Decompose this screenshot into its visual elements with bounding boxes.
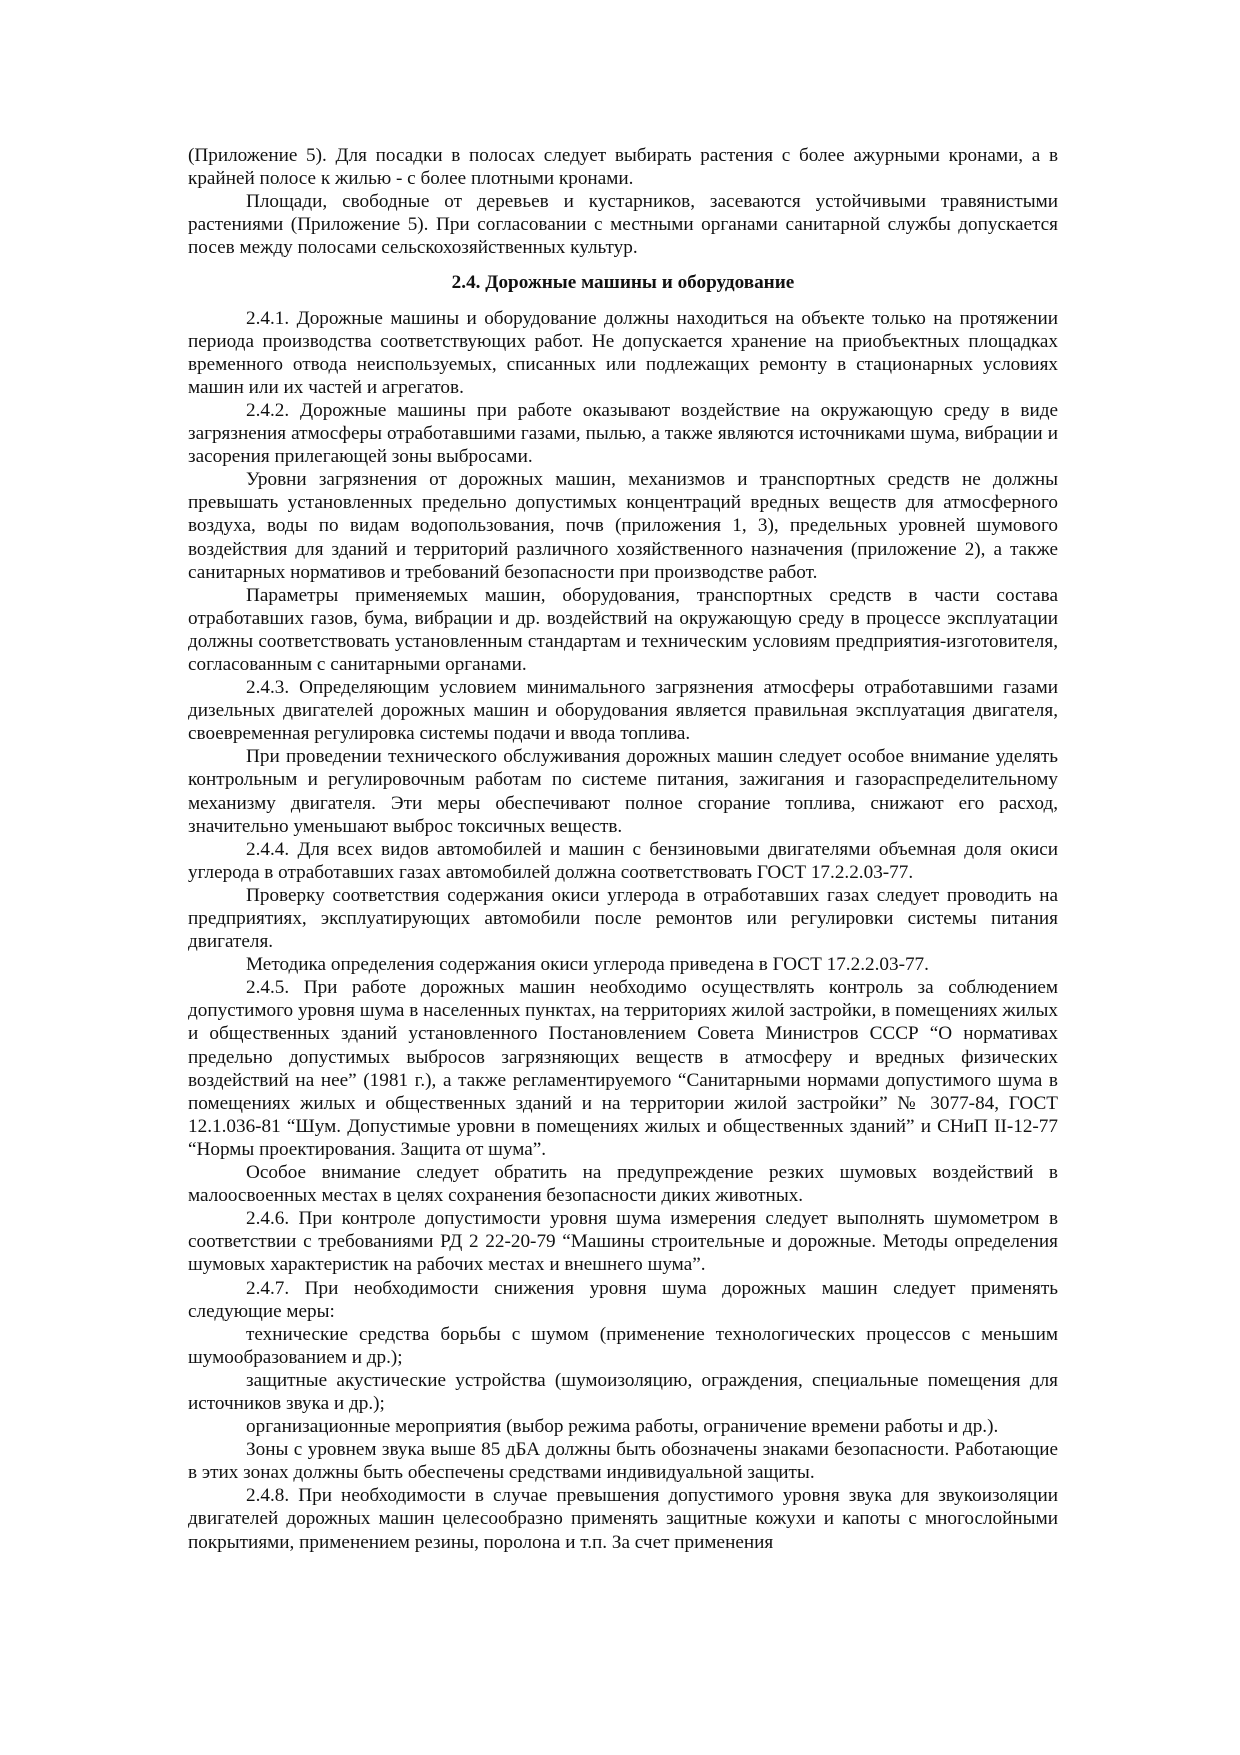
paragraph: 2.4.7. При необходимости снижения уровня шума дорожных машин следует применять следующие меры:: [188, 1277, 1058, 1322]
document-page: [188, 144, 1058, 1554]
paragraph: организационные мероприятия (выбор режима работы, ограничение времени работы и др.).: [246, 1416, 999, 1438]
paragraph: 2.4.2. Дорожные машины при работе оказывают воздействие на окружающую среду в виде загрязнения атмосферы отработавшими газами, пылью, а также являются источниками шума, вибрации и засорения прилегающей зоны выбросами.: [188, 399, 1058, 468]
paragraph: защитные акустические устройства (шумоизоляцию, ограждения, специальные помещения для источников звука и др.);: [188, 1369, 1058, 1414]
paragraph: При проведении технического обслуживания дорожных машин следует особое внимание уделять контрольным и регулировочным работам по системе питания, зажигания и газораспределительному механизму двигателя. Эти меры обеспечивают полное сгорание топлива, снижают его расход, значительно уменьшают выброс токсичных веществ.: [188, 746, 1058, 837]
paragraph: 2.4.5. При работе дорожных машин необходимо осуществлять контроль за соблюдением допустимого уровня шума в населенных пунктах, на территориях жилой застройки, в помещениях жилых и общественных зданий установленного Постановлением Совета Министров СССР “О нормативах предельно допустимых выбросов загрязняющих веществ в атмосферу и вредных физических воздействий на нее” (1981 г.), а также регламентируемого “Санитарными нормами допустимого шума в помещениях жилых и общественных зданий и на территории жилой застройки” № 3077-84, ГОСТ 12.1.036-81 “Шум. Допустимые уровни в помещениях жилых и общественных зданий” и СНиП II-12-77 “Нормы проектирования. Защита от шума”.: [188, 977, 1058, 1160]
paragraph: 2.4.8. При необходимости в случае превышения допустимого уровня звука для звукоизоляции двигателей дорожных машин целесообразно применять защитные кожухи и капоты с многослойными покрытиями, применением резины, поролона и т.п. За счет применения: [188, 1485, 1058, 1553]
paragraph: 2.4.6. При контроле допустимости уровня шума измерения следует выполнять шумометром в соответствии с требованиями РД 2 22-20-79 “Машины строительные и дорожные. Методы определения шумовых характеристик на рабочих местах и внешнего шума”.: [188, 1208, 1058, 1276]
paragraph: Особое внимание следует обратить на предупреждение резких шумовых воздействий в малоосвоенных местах в целях сохранения безопасности диких животных.: [188, 1162, 1058, 1207]
paragraph: Зоны с уровнем звука выше 85 дБА должны быть обозначены знаками безопасности. Работающие в этих зонах должны быть обеспечены средствами индивидуальной защиты.: [188, 1439, 1058, 1484]
paragraph: Методика определения содержания окиси углерода приведена в ГОСТ 17.2.2.03-77.: [246, 954, 929, 976]
paragraph: Уровни загрязнения от дорожных машин, механизмов и транспортных средств не должны превышать установленных предельно допустимых концентраций вредных веществ для атмосферного воздуха, воды по видам водопользования, почв (приложения 1, 3), предельных уровней шумового воздействия для зданий и территорий различного хозяйственного назначения (приложение 2), а также санитарных нормативов и требований безопасности при производстве работ.: [188, 469, 1058, 583]
paragraph: (Приложение 5). Для посадки в полосах следует выбирать растения с более ажурными кронами, а в крайней полосе к жилью - с более плотными кронами.: [188, 145, 1058, 190]
paragraph: 2.4.4. Для всех видов автомобилей и машин с бензиновыми двигателями объемная доля окиси углерода в отработавших газах автомобилей должна соответствовать ГОСТ 17.2.2.03-77.: [188, 838, 1058, 883]
section-heading: 2.4. Дорожные машины и оборудование: [451, 272, 795, 294]
paragraph: Проверку соответствия содержания окиси углерода в отработавших газах следует проводить на предприятиях, эксплуатирующих автомобили после ремонтов или регулировки системы питания двигателя.: [188, 884, 1058, 953]
paragraph: технические средства борьбы с шумом (применение технологических процессов с меньшим шумообразованием и др.);: [188, 1323, 1058, 1368]
paragraph: Параметры применяемых машин, оборудования, транспортных средств в части состава отработавших газов, бума, вибрации и др. воздействий на окружающую среду в процессе эксплуатации должны соответствовать установленным стандартам и техническим условиям предприятия-изготовителя, согласованным с санитарными органами.: [188, 584, 1058, 675]
paragraph: 2.4.1. Дорожные машины и оборудование должны находиться на объекте только на протяжении периода производства соответствующих работ. Не допускается хранение на приобъектных площадках временного отвода неиспользуемых, списанных или подлежащих ремонту в стационарных условиях машин или их частей и агрегатов.: [188, 307, 1058, 398]
paragraph: 2.4.3. Определяющим условием минимального загрязнения атмосферы отработавшими газами дизельных двигателей дорожных машин и оборудования является правильная эксплуатация двигателя, своевременная регулировка системы подачи и ввода топлива.: [188, 677, 1058, 745]
paragraph: Площади, свободные от деревьев и кустарников, засеваются устойчивыми травянистыми растениями (Приложение 5). При согласовании с местными органами санитарной службы допускается посев между полосами сельскохозяйственных культур.: [188, 191, 1058, 259]
